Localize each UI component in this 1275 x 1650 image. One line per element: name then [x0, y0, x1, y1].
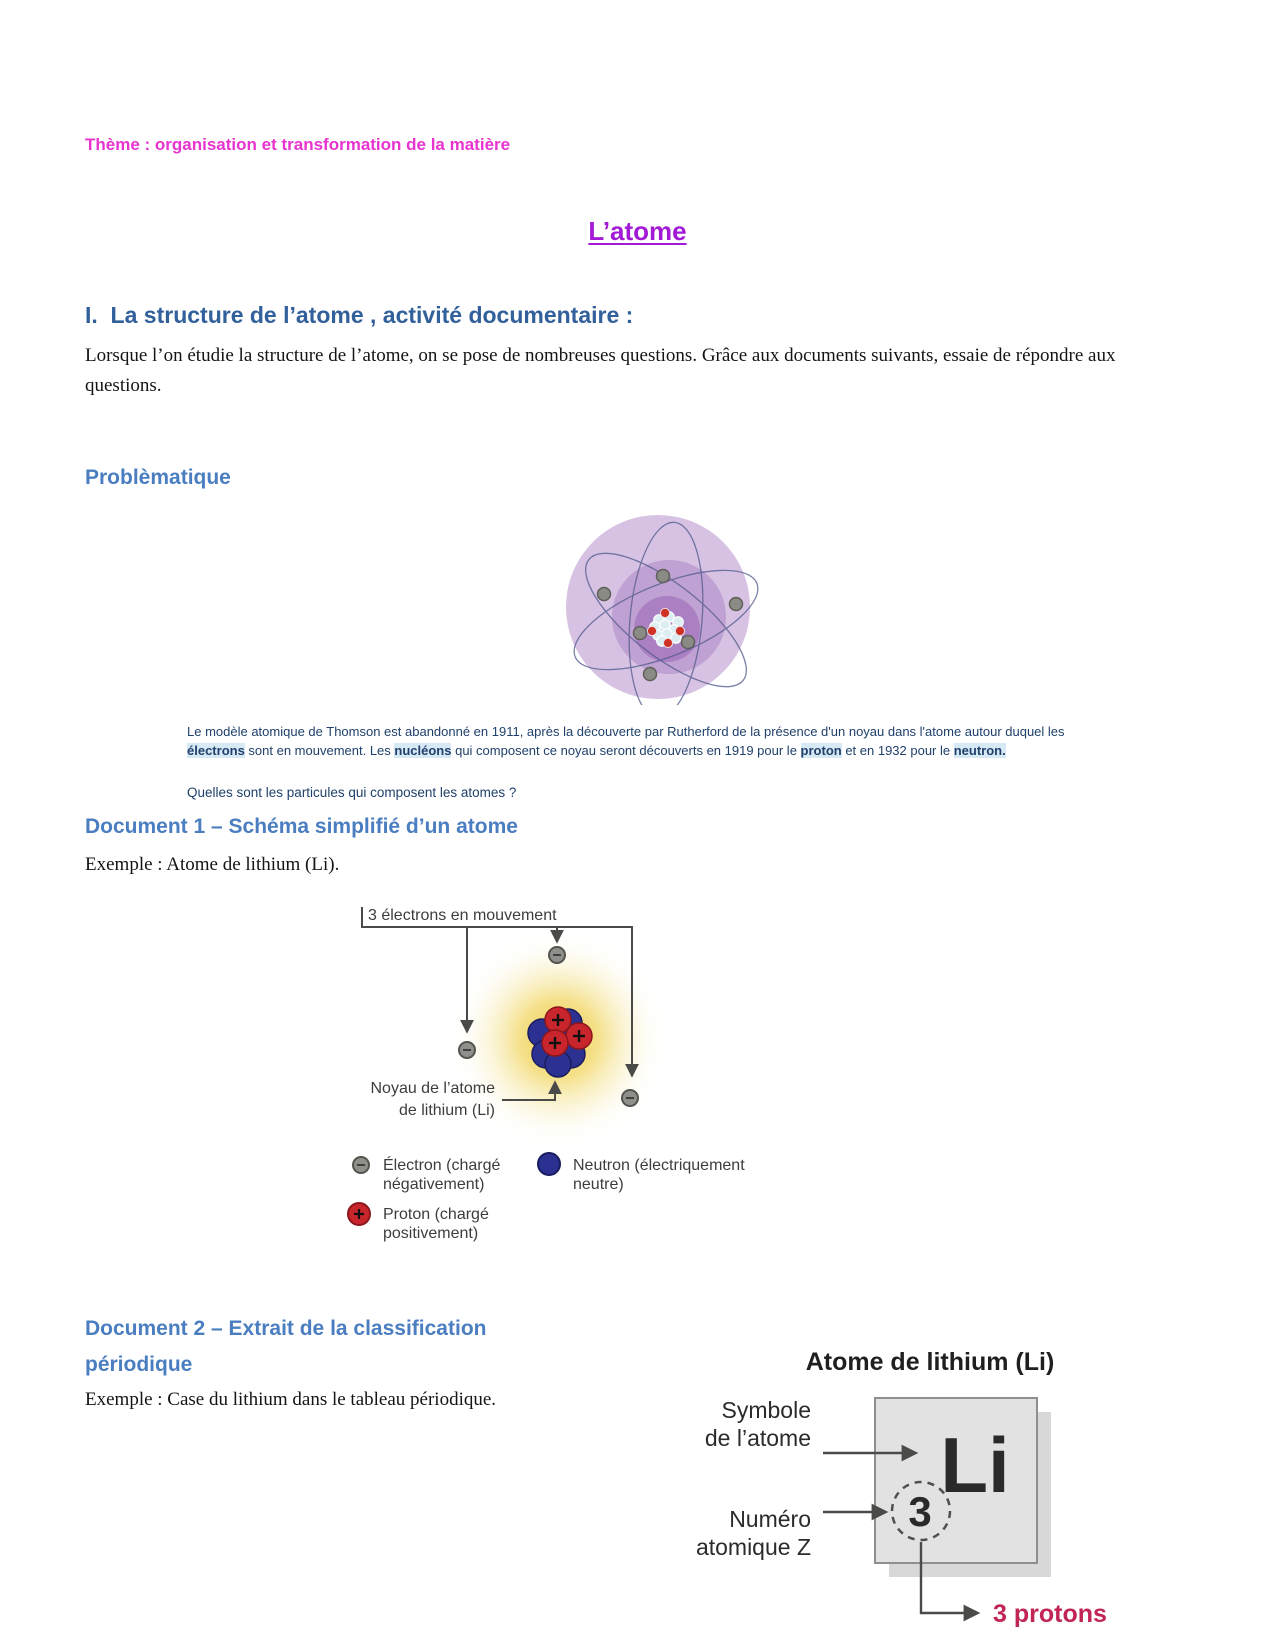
nucleus-label-line2: de lithium (Li): [398, 1102, 495, 1119]
lithium-atom-diagram: [337, 893, 782, 1245]
electrons-count-label: 3 électrons en mouvement: [368, 907, 557, 924]
document-1-heading: Document 1 – Schéma simplifié d’un atome: [85, 815, 518, 838]
proton-icon: [348, 1203, 370, 1225]
symbol-label-line1: Symbole: [721, 1397, 811, 1423]
section-1-intro: Lorsque l’on étudie la structure de l’atome, on se pose de nombreuses questions. Grâce aux documents suivants, essaie de répondre aux questions.: [85, 345, 1116, 396]
theme-line: Thème : organisation et transformation de la matière: [85, 135, 511, 154]
legend-electron-line2: négativement): [383, 1176, 485, 1193]
neutron-icon: [538, 1153, 560, 1175]
electron-icon: [353, 1157, 369, 1173]
section-1-heading: I. La structure de l’atome , activité documentaire :: [85, 302, 634, 328]
atom-model-illustration: [548, 510, 763, 705]
element-symbol: Li: [940, 1421, 1010, 1509]
legend-proton-line1: Proton (chargé: [383, 1206, 489, 1223]
legend-neutron-line1: Neutron (électriquement: [573, 1157, 745, 1174]
protons-count-label: 3 protons: [993, 1600, 1107, 1628]
atomic-number-value: 3: [908, 1488, 932, 1535]
periodic-table-cell-figure: [645, 1335, 1115, 1635]
document-1-example: Exemple : Atome de lithium (Li).: [85, 854, 340, 875]
nucleus-label-line1: Noyau de l’atome: [370, 1080, 495, 1097]
document-2-example: Exemple : Case du lithium dans le tableau périodique.: [85, 1389, 497, 1410]
atomic-number-label-line1: Numéro: [729, 1506, 811, 1532]
document-title: L’atome: [588, 216, 687, 246]
legend-neutron-line2: neutre): [573, 1176, 624, 1193]
legend-electron-line1: Électron (chargé: [383, 1157, 501, 1174]
document-2-heading: [85, 1311, 486, 1383]
figure-title: Atome de lithium (Li): [805, 1348, 1055, 1376]
symbol-label-line2: de l’atome: [704, 1425, 811, 1451]
atomic-number-label-line2: atomique Z: [695, 1534, 811, 1560]
document-2-heading-line2: périodique: [85, 1353, 193, 1376]
problematique-caption: Le modèle atomique de Thomson est abandonné en 1911, après la découverte par Rutherford de la présence d'un noyau dans l'atome autour duquel les électrons sont en mouvement. Les nucléons qui composent ce noyau seront découverts en 1919 pour le proton et en 1932 pour le neutron.: [187, 724, 1065, 758]
problematique-question: Quelles sont les particules qui composent les atomes ?: [187, 785, 517, 800]
document-2-heading-line1: Document 2 – Extrait de la classification: [85, 1317, 487, 1340]
legend: [348, 1153, 745, 1242]
legend-proton-line2: positivement): [383, 1225, 479, 1242]
problematique-heading: Problèmatique: [85, 466, 231, 489]
